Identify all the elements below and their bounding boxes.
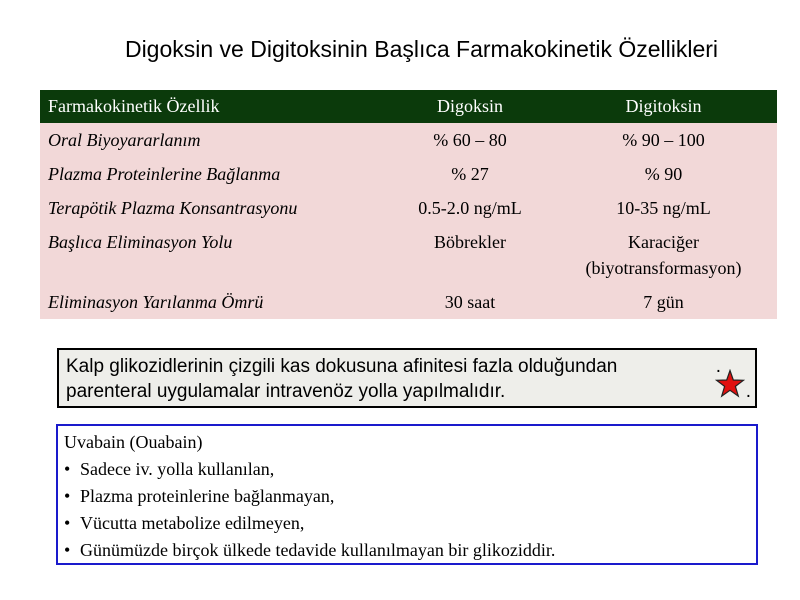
ouabain-box <box>56 424 758 565</box>
cell-digitoxin: % 90 – 100 <box>550 123 777 157</box>
red-star-icon <box>715 369 745 399</box>
table-row <box>40 157 777 191</box>
cell-property: Eliminasyon Yarılanma Ömrü <box>40 285 390 319</box>
bullet: • <box>64 486 71 506</box>
notice-dot: . <box>745 381 751 402</box>
cell-property: Terapötik Plazma Konsantrasyonu <box>40 191 390 225</box>
cell-digoxin: 0.5-2.0 ng/mL <box>390 191 550 225</box>
bullet: • <box>64 459 71 479</box>
header-property: Farmakokinetik Özellik <box>40 90 390 123</box>
cell-digoxin: 30 saat <box>390 285 550 319</box>
table-row <box>40 191 777 225</box>
cell-digitoxin: 10-35 ng/mL <box>550 191 777 225</box>
list-item-text: Günümüzde birçok ülkede tedavide kullanılmayan bir glikoziddir. <box>80 540 556 560</box>
ouabain-list <box>64 456 750 564</box>
cell-digitoxin: 7 gün <box>550 285 777 319</box>
cell-property: Oral Biyoyararlanım <box>40 123 390 157</box>
list-item <box>64 483 750 510</box>
header-digitoxin: Digitoksin <box>550 90 777 123</box>
cell-digitoxin: Karaciğer (biyotransformasyon) <box>550 225 777 285</box>
pharmacokinetics-table <box>40 90 777 319</box>
list-item-text: Plazma proteinlerine bağlanmayan, <box>80 486 335 506</box>
cell-digitoxin: % 90 <box>550 157 777 191</box>
header-digoxin: Digoksin <box>390 90 550 123</box>
cell-digoxin: % 27 <box>390 157 550 191</box>
table-row <box>40 225 777 285</box>
list-item <box>64 456 750 483</box>
notice-box <box>57 348 757 408</box>
notice-line-1: Kalp glikozidlerinin çizgili kas dokusuna afinitesi fazla olduğundan <box>66 356 618 377</box>
bullet: • <box>64 513 71 533</box>
cell-property: Başlıca Eliminasyon Yolu <box>40 225 390 285</box>
list-item <box>64 537 750 564</box>
cell-digoxin: Böbrekler <box>390 225 550 285</box>
ouabain-heading: Uvabain (Ouabain) <box>64 432 203 452</box>
cell-property: Plazma Proteinlerine Bağlanma <box>40 157 390 191</box>
notice-dot: . <box>715 356 721 377</box>
list-item-text: Vücutta metabolize edilmeyen, <box>80 513 305 533</box>
table-header-row <box>40 90 777 123</box>
list-item-text: Sadece iv. yolla kullanılan, <box>80 459 275 479</box>
notice-line-2: parenteral uygulamalar intravenöz yolla yapılmalıdır. <box>66 381 506 402</box>
slide-title: Digoksin ve Digitoksinin Başlıca Farmakokinetik Özellikleri <box>124 36 719 62</box>
bullet: • <box>64 540 71 560</box>
list-item <box>64 510 750 537</box>
table-row <box>40 285 777 319</box>
table-row <box>40 123 777 157</box>
cell-digoxin: % 60 – 80 <box>390 123 550 157</box>
